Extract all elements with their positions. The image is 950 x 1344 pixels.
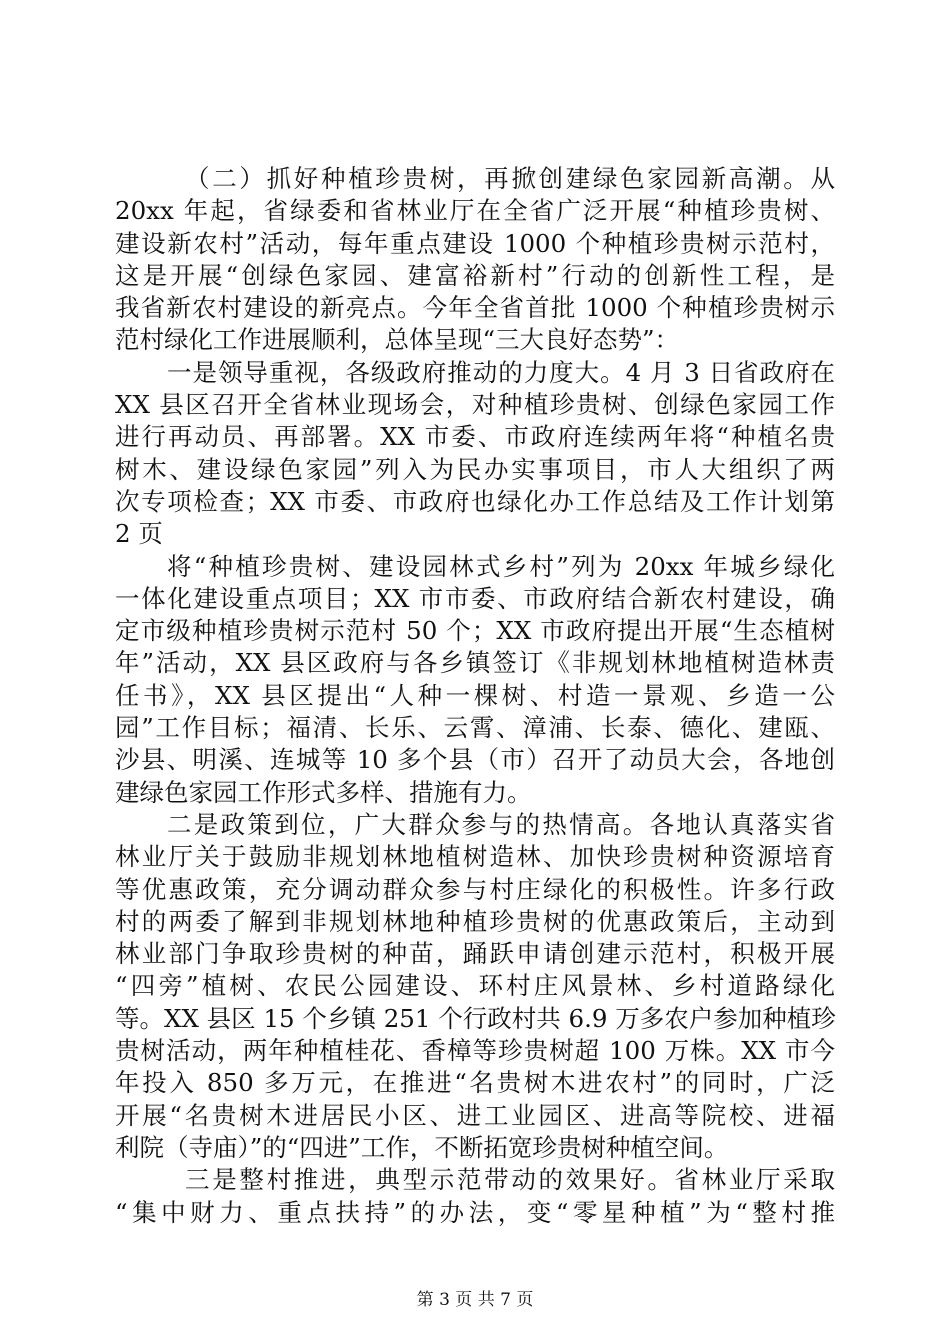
paragraph-line: “四旁”植树、农民公园建设、环村庄风景林、乡村道路绿化 — [115, 971, 835, 1001]
document-body — [115, 163, 835, 1229]
paragraph-line: 一是领导重视，各级政府推动的力度大。4 月 3 日省政府在 — [167, 357, 835, 387]
paragraph-line: 范村绿化工作进展顺利，总体呈现“三大良好态势”： — [115, 325, 680, 355]
paragraph-line: XX 县区召开全省林业现场会，对种植珍贵树、创绿色家园工作 — [115, 390, 835, 420]
paragraph-line: 沙县、明溪、连城等 10 多个县（市）召开了动员大会，各地创 — [115, 745, 835, 775]
paragraph-line: 建绿色家园工作形式多样、措施有力。 — [115, 777, 532, 807]
paragraph-line: 进行再动员、再部署。XX 市委、市政府连续两年将“种植名贵 — [115, 422, 835, 452]
paragraph-line: 一体化建设重点项目；XX 市市委、市政府结合新农村建设，确 — [115, 583, 835, 613]
paragraph-line: 等优惠政策，充分调动群众参与村庄绿化的积极性。许多行政 — [115, 874, 835, 904]
paragraph-line: 这是开展“创绿色家园、建富裕新村”行动的创新性工程，是 — [115, 260, 835, 290]
page-number-footer: 第 3 页 共 7 页 — [416, 1290, 534, 1310]
paragraph-line: 园”工作目标；福清、长乐、云霄、漳浦、长泰、德化、建瓯、 — [115, 713, 835, 743]
paragraph-line: 贵树活动，两年种植桂花、香樟等珍贵树超 100 万株。XX 市今 — [115, 1036, 835, 1066]
paragraph-line: 建设新农村”活动，每年重点建设 1000 个种植珍贵树示范村， — [115, 228, 835, 258]
paragraph-line: 树木、建设绿色家园”列入为民办实事项目，市人大组织了两 — [115, 454, 835, 484]
paragraph-line: 任书》，XX 县区提出“人种一棵树、村造一景观、乡造一公 — [115, 680, 835, 710]
paragraph-line: 次专项检查；XX 市委、市政府也绿化办工作总结及工作计划第 — [115, 486, 835, 516]
paragraph-line: 林业部门争取珍贵树的种苗，踊跃申请创建示范村，积极开展 — [115, 939, 835, 969]
paragraph-line: 20xx 年起，省绿委和省林业厅在全省广泛开展“种植珍贵树、 — [115, 196, 835, 226]
paragraph-line: （二）抓好种植珍贵树，再掀创建绿色家园新高潮。从 — [185, 164, 835, 193]
paragraph-line: 二是政策到位，广大群众参与的热情高。各地认真落实省 — [167, 809, 835, 839]
paragraph-line: 年”活动，XX 县区政府与各乡镇签订《非规划林地植树造林责 — [115, 648, 835, 678]
paragraph-line: 我省新农村建设的新亮点。今年全省首批 1000 个种植珍贵树示 — [115, 293, 835, 323]
paragraph-line: 村的两委了解到非规划林地种植珍贵树的优惠政策后，主动到 — [115, 906, 835, 936]
paragraph-line: 利院（寺庙）”的“四进”工作，不断拓宽珍贵树种植空间。 — [115, 1132, 729, 1162]
paragraph-line: 年投入 850 多万元，在推进“名贵树木进农村”的同时，广泛 — [115, 1068, 835, 1098]
paragraph-line: 三是整村推进，典型示范带动的效果好。省林业厅采取 — [185, 1165, 835, 1195]
paragraph-line: 将“种植珍贵树、建设园林式乡村”列为 20xx 年城乡绿化 — [167, 551, 835, 581]
paragraph-line: “集中财力、重点扶持”的办法，变“零星种植”为“整村推 — [115, 1197, 835, 1227]
paragraph-line: 开展“名贵树木进居民小区、进工业园区、进高等院校、进福 — [115, 1100, 835, 1130]
paragraph-line: 2 页 — [115, 519, 163, 549]
paragraph-line: 林业厅关于鼓励非规划林地植树造林、加快珍贵树种资源培育 — [115, 842, 835, 872]
paragraph-line: 定市级种植珍贵树示范村 50 个；XX 市政府提出开展“生态植树 — [115, 616, 835, 646]
paragraph-line: 等。XX 县区 15 个乡镇 251 个行政村共 6.9 万多农户参加种植珍 — [115, 1003, 836, 1033]
